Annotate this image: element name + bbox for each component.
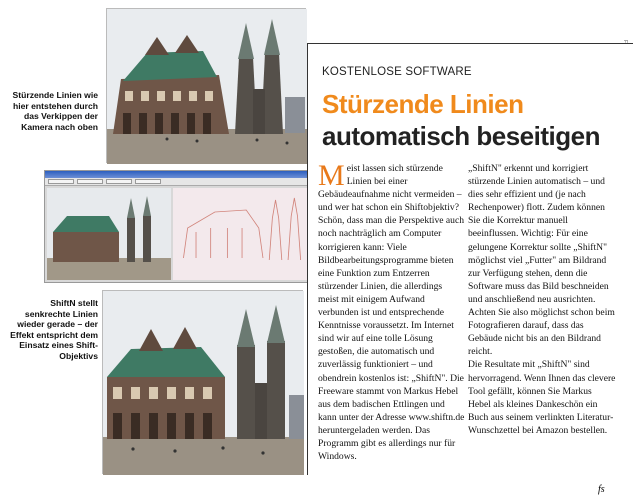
screenshot-toolbar bbox=[45, 178, 311, 186]
shiftn-screenshot bbox=[44, 170, 312, 283]
article-kicker: KOSTENLOSE SOFTWARE bbox=[322, 66, 472, 78]
caption-bottom: ShiftN stellt senkrechte Linien wieder gerade – der Effekt entspricht dem Einsatz eines Shift-Objektivs bbox=[10, 298, 98, 361]
headline-line1: Stürzende Linien bbox=[322, 89, 524, 119]
photo-corrected bbox=[102, 290, 303, 474]
column-2-paragraph-1: „ShiftN" erkennt und korrigiert stürzende Linien automatisch – und dies sehr effizient und (je nach Rechenpower) flott. Zudem können Sie die Korrektur manuell beeinflussen. Wichtig: Für eine gelungene Korrektur sollte „ShiftN" möglichst viel „Futter" am Bildrand zur Verfügung stehen, denn die Software muss das Bild beschneiden und anschließend neu ausrichten. Achten Sie also möglichst schon beim Fotografieren darauf, dass das Gebäude nicht bis an den Bildrand reicht. bbox=[468, 163, 615, 358]
column-1-text: eist lassen sich stürzende Linien bei einer Gebäudeaufnahme nicht vermeiden – und wer hat schon ein Shiftobjektiv? Schön, dass man die Perspektive auch noch nachträglich am Computer korrigieren kann: Viele Bildbearbeitungsprogramme bieten eine Funktion zum Entzerren stürzender Linien, die allerdings meist mit einigem Aufwand verbunden ist und entsprechende Kenntnisse voraussetzt. Im Internet sind wir auf eine tolle Lösung gestoßen, die automatisch und zuverlässig funktioniert – und obendrein kostenlos ist: „ShiftN". Die Freeware stammt von Markus Hebel aus dem badischen Ettlingen und kann unter der Adresse www.shiftn.de heruntergeladen werden. Das Programm gibt es allerdings nur für Windows. bbox=[318, 163, 465, 463]
article bbox=[307, 43, 633, 495]
author-signature: fs bbox=[598, 484, 605, 495]
article-column-1 bbox=[318, 159, 465, 463]
headline-line2: automatisch beseitigen bbox=[322, 121, 600, 151]
photo-distorted bbox=[106, 8, 306, 163]
caption-top: Stürzende Linien wie hier entstehen durch das Verkippen der Kamera nach oben bbox=[12, 90, 98, 132]
column-2-paragraph-2: Die Resultate mit „ShiftN" sind hervorragend. Wenn Ihnen das clevere Tool gefällt, können Sie Markus Hebel als kleines Dankeschön ein Buch aus seinem verlinkten Literatur-Wunschzettel bei Amazon bestellen. bbox=[468, 359, 616, 436]
screenshot-titlebar bbox=[45, 171, 311, 178]
article-column-2 bbox=[468, 162, 616, 437]
screenshot-edge-map bbox=[173, 188, 309, 280]
screenshot-corrected-preview bbox=[47, 188, 171, 280]
dropcap: M bbox=[318, 159, 345, 192]
